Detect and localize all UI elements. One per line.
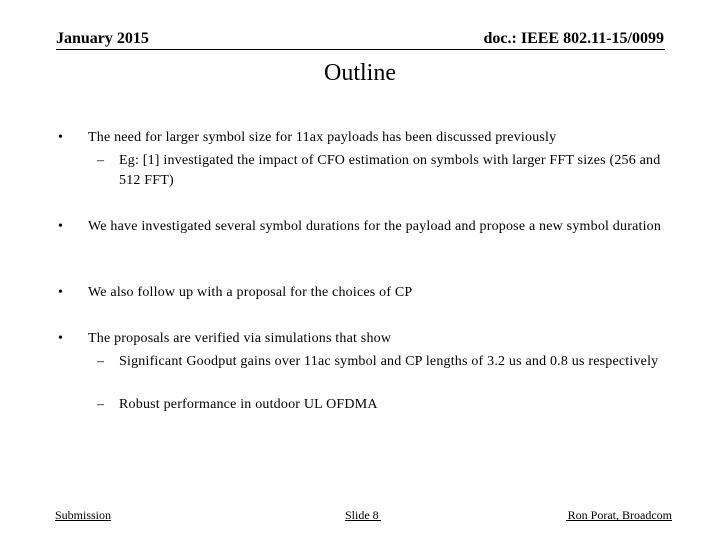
bullet-marker: •: [58, 331, 63, 346]
bullet-marker: •: [58, 285, 63, 300]
sub-bullet-marker: –: [97, 354, 104, 369]
footer-divider-right: [566, 520, 672, 521]
footer-submission: Submission: [55, 508, 112, 522]
slide-title: Outline: [324, 60, 396, 86]
bullet-marker: •: [58, 219, 63, 234]
sub-bullet-marker: –: [97, 153, 104, 168]
sub-bullet-text: Significant Goodput gains over 11ac symbol and CP lengths of 3.2 us and 0.8 us respectively: [119, 354, 659, 369]
sub-bullet-text: Robust performance in outdoor UL OFDMA: [119, 397, 378, 412]
header-date: January 2015: [56, 30, 149, 47]
footer-divider-center: [345, 520, 381, 521]
sub-bullet-marker: –: [97, 397, 104, 412]
bullet-text: We have investigated several symbol durations for the payload and propose a new symbol duration: [88, 219, 662, 234]
bullet-text: The proposals are verified via simulations that show: [88, 331, 392, 346]
header-doc-id: doc.: IEEE 802.11-15/0099: [483, 30, 664, 47]
bullet-marker: •: [58, 130, 63, 145]
footer-slide-number: Slide 8: [345, 508, 379, 522]
bullet-text: We also follow up with a proposal for the choices of CP: [88, 285, 413, 300]
footer-author: Ron Porat, Broadcom: [567, 508, 672, 522]
footer-divider-left: [55, 520, 111, 521]
sub-bullet-text: Eg: [1] investigated the impact of CFO estimation on symbols with larger FFT sizes (256 and 512 FFT): [119, 153, 661, 188]
bullet-text: The need for larger symbol size for 11ax payloads has been discussed previously: [88, 130, 557, 145]
header-divider: [56, 49, 665, 50]
